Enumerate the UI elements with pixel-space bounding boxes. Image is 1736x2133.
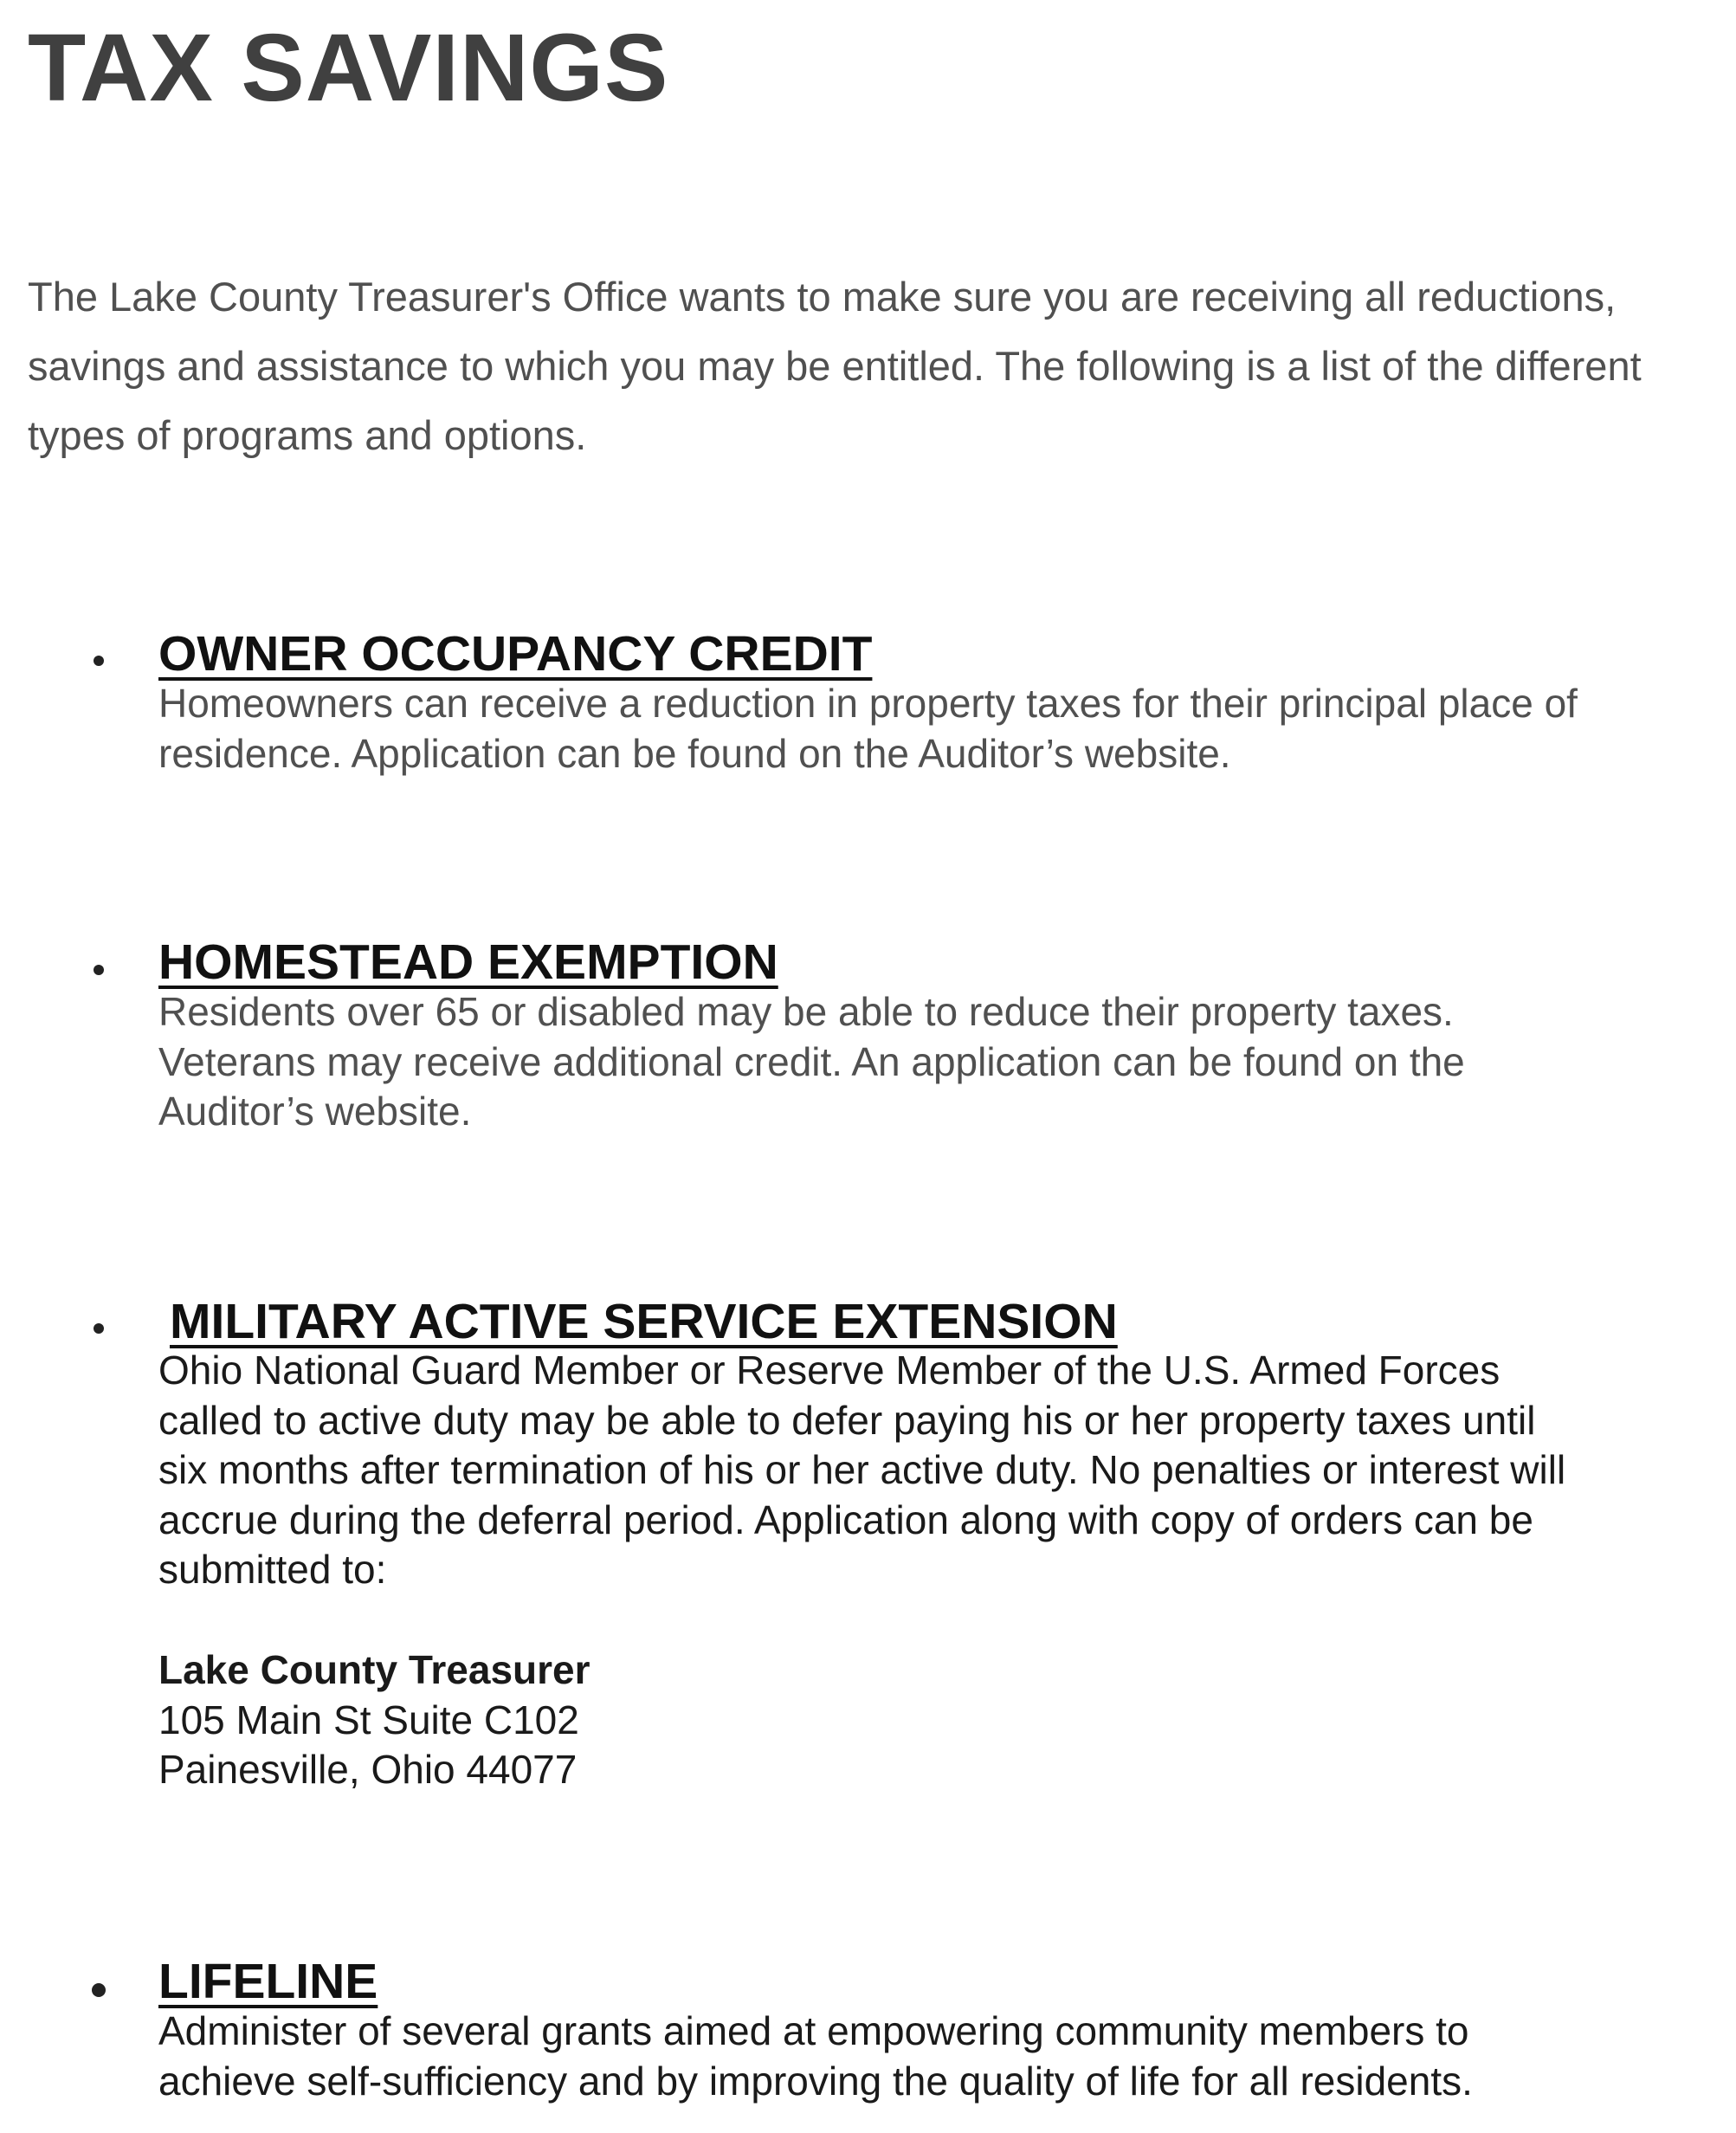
program-description: Residents over 65 or disabled may be able to reduce their property taxes. Veterans may receive additional credit. An application can be found on the Auditor’s website. — [158, 989, 1465, 1134]
mailing-address — [158, 1645, 590, 1795]
program-description: Homeowners can receive a reduction in property taxes for their principal place of residence. Application can be found on the Auditor’s website. — [158, 681, 1578, 776]
page-title: TAX SAVINGS — [28, 15, 669, 121]
program-heading: HOMESTEAD EXEMPTION — [158, 934, 778, 990]
bullet-icon — [94, 965, 104, 975]
program-heading: MILITARY ACTIVE SERVICE EXTENSION — [170, 1294, 1118, 1349]
program-heading: OWNER OCCUPANCY CREDIT — [158, 626, 873, 682]
address-name: Lake County Treasurer — [158, 1647, 590, 1692]
address-line-2: Painesville, Ohio 44077 — [158, 1747, 578, 1792]
program-description: Ohio National Guard Member or Reserve Member of the U.S. Armed Forces called to active duty may be able to defer paying his or her property taxes until six months after termination of his or her active duty. No penalties or interest will accrue during the deferral period. Application along with copy of orders can be submitted to: — [158, 1348, 1566, 1592]
bullet-icon — [94, 1323, 104, 1334]
address-line-1: 105 Main St Suite C102 — [158, 1697, 579, 1742]
bullet-icon — [92, 1983, 106, 1997]
program-description: Administer of several grants aimed at empowering community members to achieve self-sufficiency and by improving the quality of life for all residents. — [158, 2008, 1473, 2104]
bullet-icon — [94, 656, 104, 666]
program-heading: LIFELINE — [158, 1954, 378, 2009]
intro-paragraph: The Lake County Treasurer's Office wants to make sure you are receiving all reductions, savings and assistance to which you may be entitled. The following is a list of the different types of programs and options. — [28, 274, 1642, 458]
